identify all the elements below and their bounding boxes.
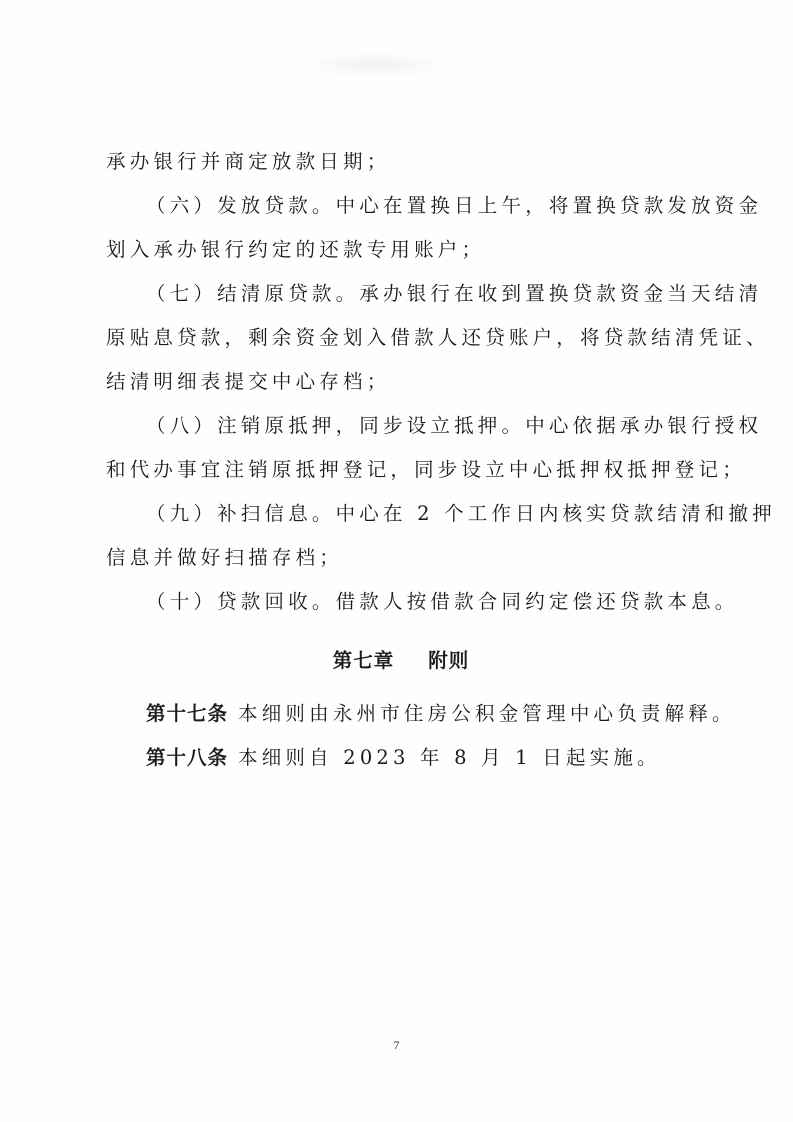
article-label: 第十七条 [146,702,229,725]
paragraph-line: 承办银行并商定放款日期； [106,150,391,173]
paragraph-line: 信息并做好扫描存档； [106,546,344,569]
paragraph-line: 结清明细表提交中心存档； [106,370,391,393]
chapter-title: 附则 [428,649,470,672]
article-17 [106,692,736,736]
paragraph-line: 划入承办银行约定的还款专用账户； [106,238,486,261]
paragraph-line: （九）补扫信息。中心在 2 个工作日内核实贷款结清和撤押 [146,502,776,525]
paragraph-line: （八）注销原抵押，同步设立抵押。中心依据承办银行授权 [146,414,763,437]
document-body [106,140,776,780]
paragraph-line: （六）发放贷款。中心在置换日上午，将置换贷款发放资金 [146,194,763,217]
article-label: 第十八条 [146,746,229,769]
paragraph-line: （七）结清原贷款。承办银行在收到置换贷款资金当天结清 [146,282,763,305]
scan-artifact [300,52,450,78]
page-number: 7 [393,1038,400,1052]
article-text: 本细则自 2023 年 8 月 1 日起实施。 [238,746,661,769]
article-text: 本细则由永州市住房公积金管理中心负责解释。 [238,702,736,725]
chapter-heading [106,636,696,686]
chapter-number: 第七章 [332,649,395,672]
paragraph-line: 和代办事宜注销原抵押登记，同步设立中心抵押权抵押登记； [106,458,746,481]
paragraph-line: 原贴息贷款，剩余资金划入借款人还贷账户，将贷款结清凭证、 [106,326,770,349]
article-18 [106,736,696,780]
paragraph-line: （十）贷款回收。借款人按借款合同约定偿还贷款本息。 [146,590,739,613]
